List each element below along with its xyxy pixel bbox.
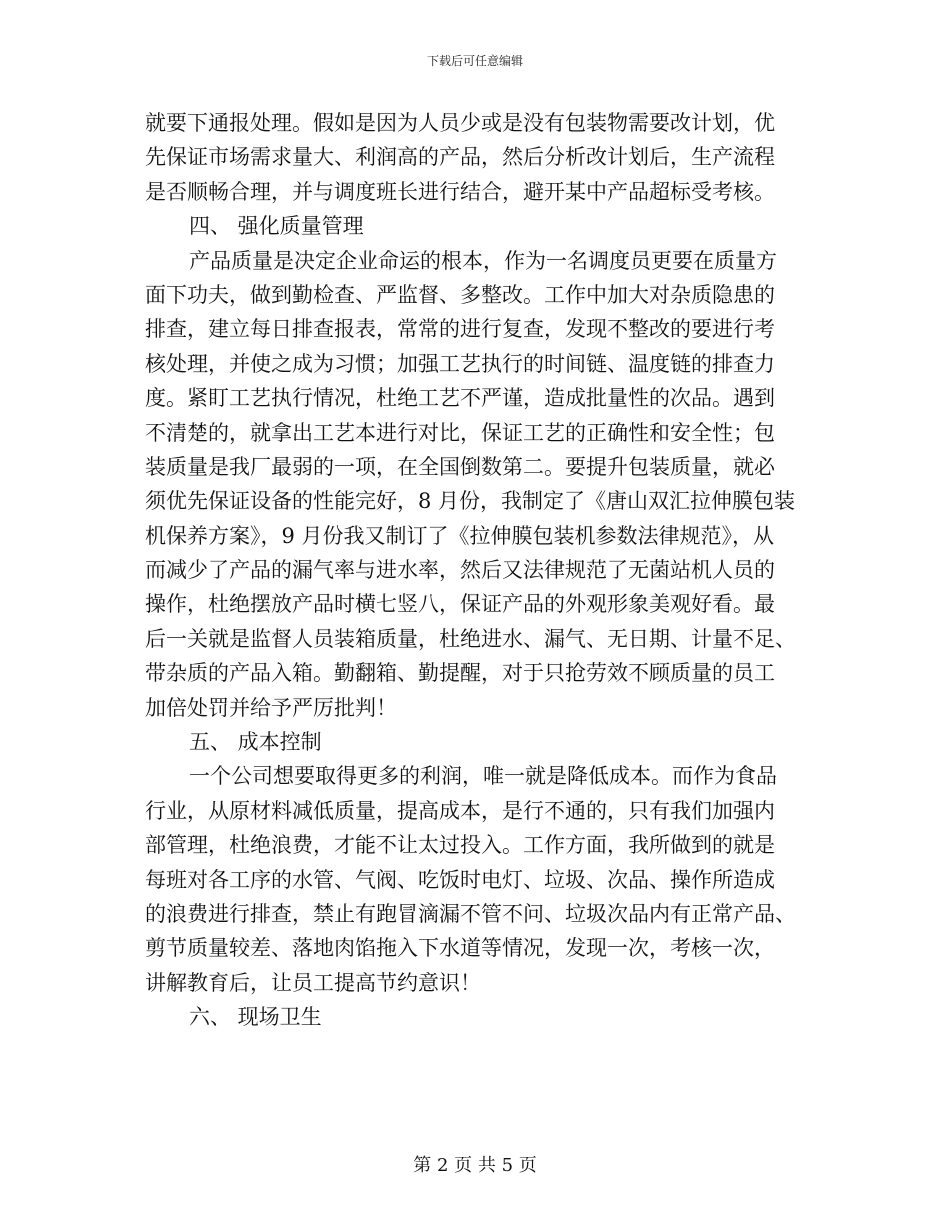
text-line: 就要下通报处理。假如是因为人员少或是没有包装物需要改计划，优 [145,111,775,135]
page-number: 第 2 页 共 5 页 [413,1155,537,1176]
text-line: 后一关就是监督人员装箱质量，杜绝进水、漏气、无日期、计量不足、 [145,626,796,651]
text-line: 面下功夫，做到勤检查、严监督、多整改。工作中加大对杂质隐患的 [145,282,775,307]
text-line: 一个公司想要取得更多的利润，唯一就是降低成本。而作为食品 [189,764,777,789]
text-line: 剪节质量较差、落地肉馅拖入下水道等情况，发现一次，考核一次， [145,936,775,961]
section-heading [145,209,810,243]
paragraph [145,244,810,725]
text-line: 加倍处罚并给予严厉批判！ [145,695,397,720]
text-line: 排查，建立每日排查报表，常常的进行复查，发现不整改的要进行考 [145,317,775,342]
text-line: 讲解教育后，让员工提高节约意识！ [145,970,481,995]
paragraph [145,759,810,1000]
document-body [145,106,810,1035]
text-line: 的浪费进行排查，禁止有跑冒滴漏不管不问、垃圾次品内有正常产品、 [145,901,796,926]
text-line: 不清楚的，就拿出工艺本进行对比，保证工艺的正确性和安全性；包 [145,420,775,445]
text-line: 核处理，并使之成为习惯；加强工艺执行的时间链、温度链的排查力 [145,351,775,376]
text-line: 带杂质的产品入箱。勤翻箱、勤提醒，对于只抢劳效不顾质量的员工 [145,661,775,686]
text-line: 操作，杜绝摆放产品时横七竖八，保证产品的外观形象美观好看。最 [145,592,775,617]
page-header: 下载后可任意编辑 [426,54,523,68]
heading-line: 五、 成本控制 [189,730,322,755]
section-heading [145,725,810,759]
heading-line: 六、 现场卫生 [189,1005,322,1030]
text-line: 先保证市场需求量大、利润高的产品，然后分析改计划后，生产流程 [145,145,775,170]
text-line: 装质量是我厂最弱的一项，在全国倒数第二。要提升包装质量，就必 [145,454,775,479]
text-line: 部管理，杜绝浪费，才能不让太过投入。工作方面，我所做到的就是 [145,833,775,858]
text-line: 每班对各工序的水管、气阀、吃饭时电灯、垃圾、次品、操作所造成 [145,867,775,892]
text-line: 行业，从原材料减低质量，提高成本，是行不通的，只有我们加强内 [145,798,775,823]
text-line: 度。紧盯工艺执行情况，杜绝工艺不严谨，造成批量性的次品。遇到 [145,386,775,411]
text-line: 而减少了产品的漏气率与进水率，然后又法律规范了无菌站机人员的 [145,558,775,583]
heading-line: 四、 强化质量管理 [189,214,364,239]
section-heading [145,1000,810,1034]
text-line: 机保养方案》，9 月份我又制订了《拉伸膜包装机参数法律规范》，从 [145,523,775,548]
paragraph [145,106,810,209]
text-line: 是否顺畅合理，并与调度班长进行结合，避开某中产品超标受考核。 [145,179,775,204]
text-line: 产品质量是决定企业命运的根本，作为一名调度员更要在质量方 [189,248,777,273]
text-line: 须优先保证设备的性能完好，8 月份，我制定了《唐山双汇拉伸膜包装 [145,489,796,514]
